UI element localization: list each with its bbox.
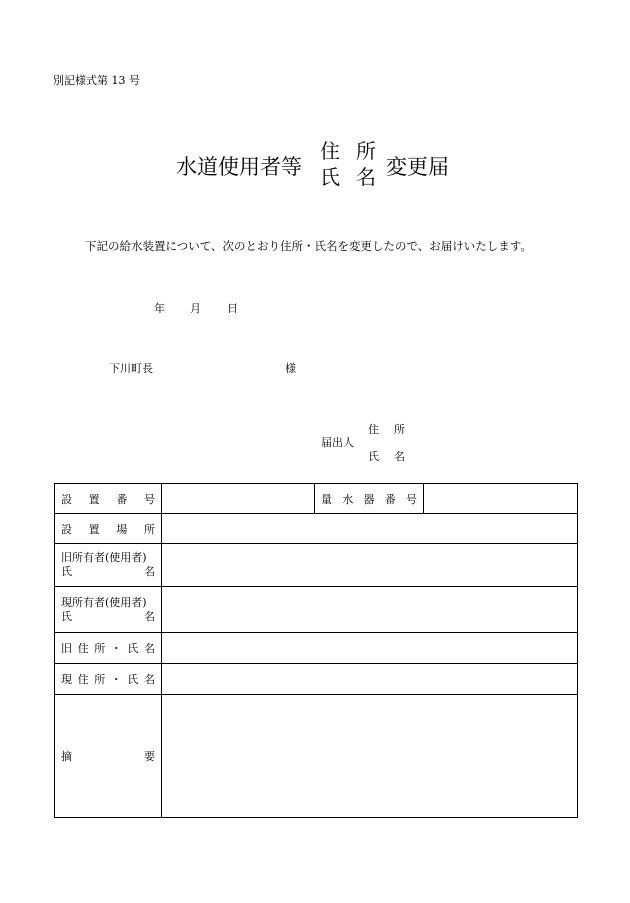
applicant-name-char: 名 [394, 450, 405, 463]
date-day-label: 日 [227, 302, 238, 315]
title-suffix: 変更届 [386, 155, 449, 179]
label-char: 番 [384, 492, 396, 506]
title-stack-char: 氏 [320, 165, 340, 189]
label-line: 現所有者(使用者) [61, 595, 147, 609]
label-char: 名 [144, 609, 155, 623]
title-stack-char: 住 [320, 139, 340, 163]
label-char: 要 [144, 750, 155, 763]
label-char: 現 [61, 673, 72, 686]
row-old-owner [55, 544, 578, 587]
row-old-address-name [55, 633, 578, 664]
label-char: 器 [363, 492, 375, 506]
row-install-number [55, 484, 578, 514]
label-install-place [55, 514, 162, 544]
label-char: 設 [61, 522, 72, 536]
label-new-owner [55, 587, 162, 633]
form-number: 別記様式第 13 号 [53, 74, 140, 87]
label-char: 所 [143, 522, 155, 536]
title-stack-left [320, 138, 340, 190]
new-address-name-field[interactable] [162, 664, 578, 695]
remarks-field[interactable] [162, 695, 578, 818]
label-char: 番 [116, 492, 128, 506]
label-char: 住 [77, 642, 89, 655]
label-char: 置 [88, 522, 100, 536]
row-new-address-name [55, 664, 578, 695]
title-stack-char: 名 [356, 165, 376, 189]
applicant-label: 届出人 [321, 436, 354, 449]
label-char: 摘 [61, 750, 72, 763]
label-char: 所 [94, 673, 106, 686]
install-number-field[interactable] [162, 484, 315, 514]
label-char: ・ [110, 642, 122, 655]
applicant-name-char: 氏 [368, 450, 379, 463]
form-table [54, 483, 578, 818]
applicant-address-char: 住 [368, 423, 379, 436]
label-char: 住 [77, 673, 89, 686]
label-char: 所 [94, 642, 106, 655]
new-owner-field[interactable] [162, 587, 578, 633]
label-old-address-name [55, 633, 162, 664]
label-char: 氏 [61, 565, 72, 578]
date-year-label: 年 [154, 302, 165, 315]
label-char: 水 [342, 492, 354, 506]
label-remarks [55, 695, 162, 818]
date-month-label: 月 [190, 302, 201, 315]
label-char: 名 [144, 565, 155, 578]
title-stack-char: 所 [356, 139, 376, 163]
recipient-honorific: 様 [285, 362, 296, 375]
meter-number-field[interactable] [424, 484, 578, 514]
install-place-field[interactable] [162, 514, 578, 544]
label-char: 氏 [127, 673, 139, 686]
row-remarks [55, 695, 578, 818]
label-char: 置 [88, 492, 100, 506]
label-char: 号 [406, 492, 417, 506]
label-new-address-name [55, 664, 162, 695]
title-stack-right [356, 138, 376, 190]
label-char: 氏 [61, 609, 72, 623]
applicant-address-char: 所 [394, 423, 405, 436]
label-meter-number [315, 484, 424, 514]
old-address-name-field[interactable] [162, 633, 578, 664]
old-owner-field[interactable] [162, 544, 578, 587]
title-prefix: 水道使用者等 [176, 155, 302, 179]
label-char: ・ [110, 673, 122, 686]
label-char: 旧 [61, 642, 72, 655]
label-line: 旧所有者(使用者) [61, 551, 147, 564]
label-char: 名 [143, 642, 155, 655]
row-new-owner [55, 587, 578, 633]
label-char: 量 [321, 492, 332, 506]
intro-text: 下記の給水装置について、次のとおり住所・氏名を変更したので、お届けいたします。 [85, 239, 532, 253]
recipient-name: 下川町長 [109, 362, 153, 375]
label-char: 名 [143, 673, 155, 686]
label-char: 氏 [127, 642, 139, 655]
label-char: 場 [116, 522, 128, 536]
label-char: 号 [143, 492, 155, 506]
label-install-number [55, 484, 162, 514]
row-install-place [55, 514, 578, 544]
label-old-owner [55, 544, 162, 587]
label-char: 設 [61, 492, 72, 506]
